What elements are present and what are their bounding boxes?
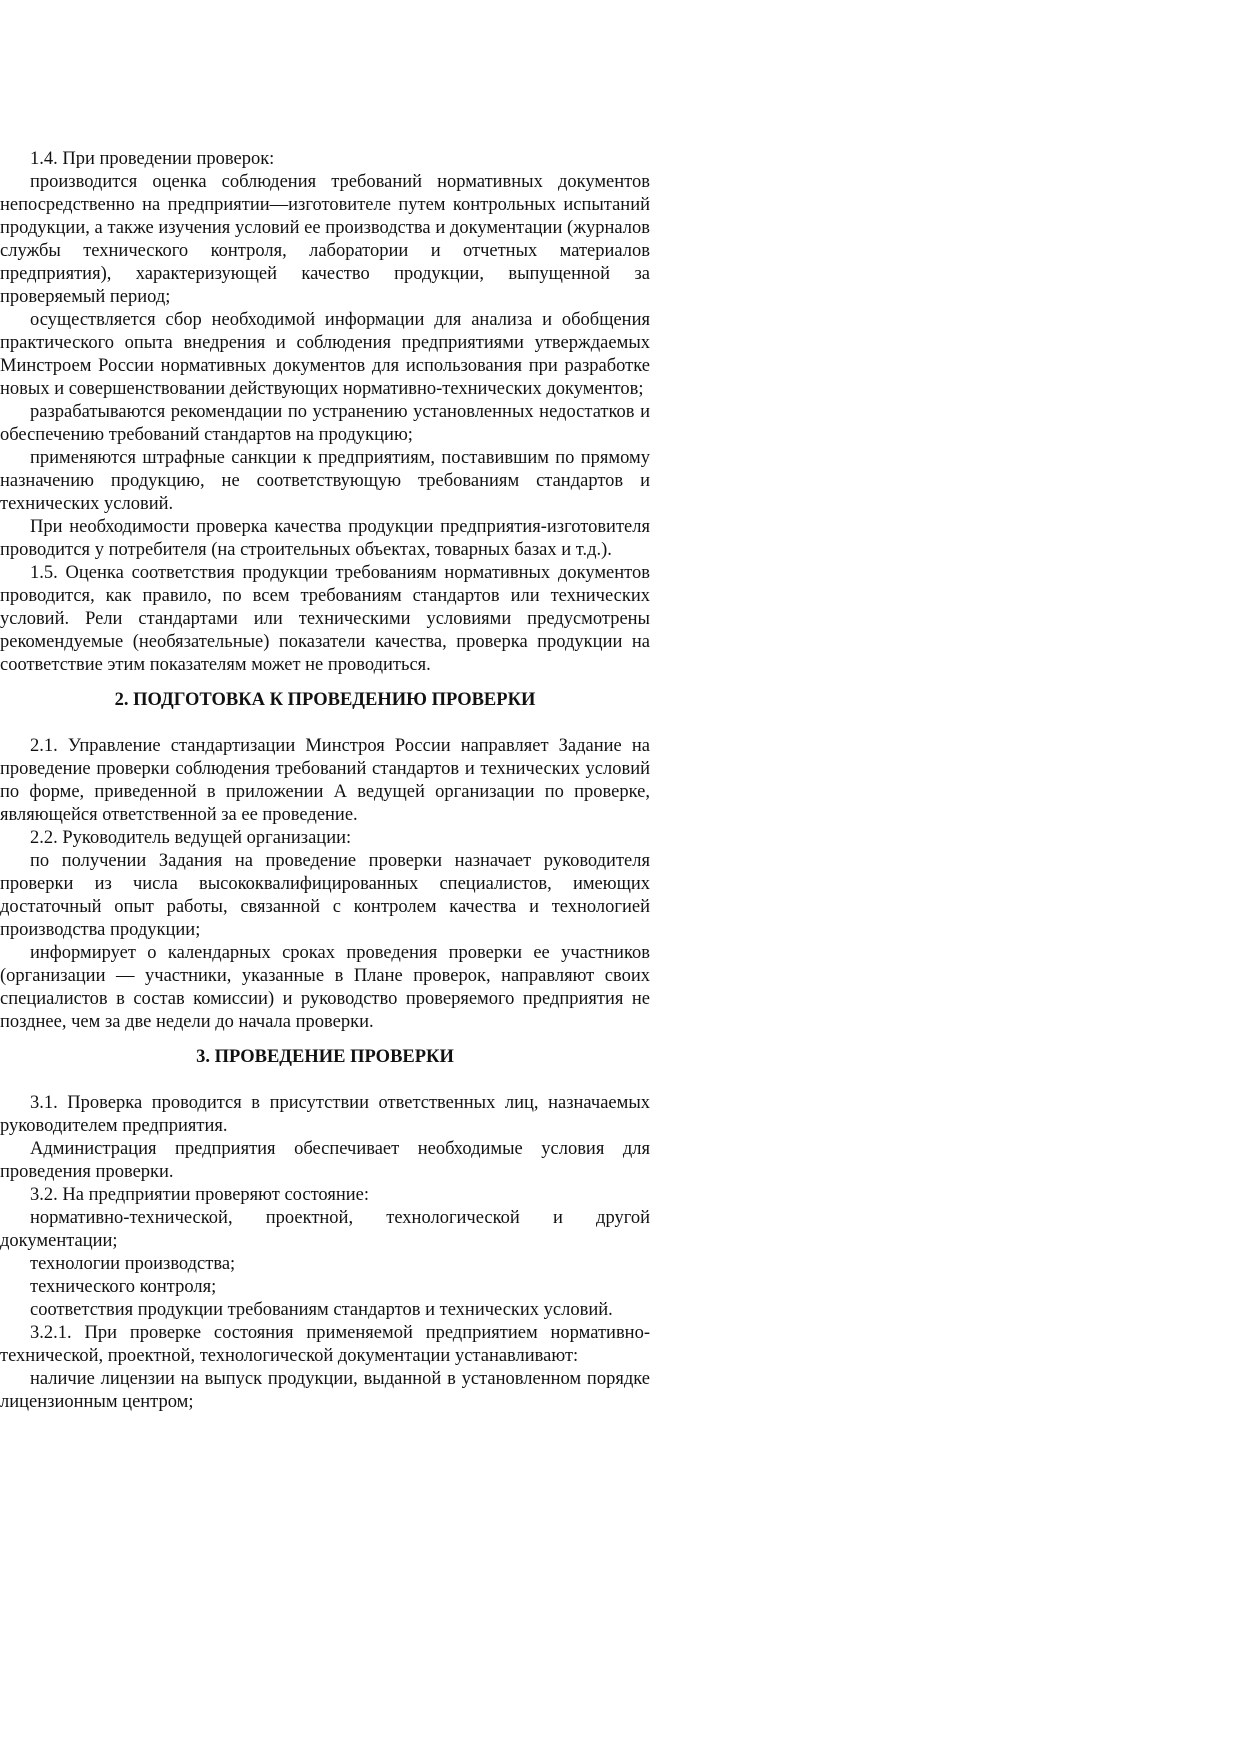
paragraph-1-5: 1.5. Оценка соответствия продукции требованиям нормативных документов проводится, как правило, по всем требованиям стандартов или технических условий. Рели стандартами или техническими условиями предусмотрены рекомендуемые (необязательные) показатели качества, проверка продукции на соответствие этим показателям может не проводиться. (0, 563, 650, 675)
paragraph-assessment: производится оценка соблюдения требований нормативных документов непосредственно на предприятии—изготовителе путем контрольных испытаний продукции, а также изучения условий ее производства и документации (журналов службы технического контроля, лаборатории и отчетных материалов предприятия), характеризующей качество продукции, выпущенной за проверяемый период; (0, 172, 650, 307)
paragraph-2-2: 2.2. Руководитель ведущей организации: (30, 828, 352, 848)
section-heading-3: 3. ПРОВЕДЕНИЕ ПРОВЕРКИ (196, 1047, 454, 1067)
list-item-documentation: нормативно-технической, проектной, технологической и другой документации; (0, 1208, 650, 1251)
paragraph-3-2: 3.2. На предприятии проверяют состояние: (30, 1185, 369, 1205)
list-item-license: наличие лицензии на выпуск продукции, выданной в установленном порядке лицензионным центром; (0, 1369, 650, 1412)
paragraph-sanctions: применяются штрафные санкции к предприятиям, поставившим по прямому назначению продукцию, не соответствующую требованиям стандартов и технических условий. (0, 448, 650, 514)
section-heading-2: 2. ПОДГОТОВКА К ПРОВЕДЕНИЮ ПРОВЕРКИ (114, 690, 536, 710)
document-page (0, 148, 650, 1414)
paragraph-inform-participants: информирует о календарных сроках проведения проверки ее участников (организации — участники, указанные в Плане проверок, направляют своих специалистов в состав комиссии) и руководство проверяемого предприятия не позднее, чем за две недели до начала проверки. (0, 943, 650, 1032)
paragraph-appoint-leader: по получении Задания на проведение проверки назначает руководителя проверки из числа высококвалифицированных специалистов, имеющих достаточный опыт работы, связанной с контролем качества и технологией производства продукции; (0, 851, 650, 940)
paragraph-information: осуществляется сбор необходимой информации для анализа и обобщения практического опыта внедрения и соблюдения предприятиями утверждаемых Минстроем России нормативных документов для использования при разработке новых и совершенствовании действующих нормативно-технических документов; (0, 310, 650, 399)
paragraph-3-2-1: 3.2.1. При проверке состояния применяемой предприятием нормативно-технической, проектной, технологической документации устанавливают: (0, 1323, 650, 1366)
list-item-technology: технологии производства; (30, 1254, 236, 1274)
paragraph-administration: Администрация предприятия обеспечивает необходимые условия для проведения проверки. (0, 1139, 650, 1182)
paragraph-1-4: 1.4. При проведении проверок: (30, 149, 275, 169)
paragraph-consumer-check: При необходимости проверка качества продукции предприятия-изготовителя проводится у потребителя (на строительных объектах, товарных базах и т.д.). (0, 517, 650, 560)
paragraph-recommendations: разрабатываются рекомендации по устранению установленных недостатков и обеспечению требований стандартов на продукцию; (0, 402, 650, 445)
list-item-technical-control: технического контроля; (30, 1277, 217, 1297)
paragraph-2-1: 2.1. Управление стандартизации Минстроя России направляет Задание на проведение проверки соблюдения требований стандартов и технических условий по форме, приведенной в приложении А ведущей организации по проверке, являющейся ответственной за ее проведение. (0, 736, 650, 825)
list-item-conformity: соответствия продукции требованиям стандартов и технических условий. (30, 1300, 613, 1320)
paragraph-3-1: 3.1. Проверка проводится в присутствии ответственных лиц, назначаемых руководителем предприятия. (0, 1093, 650, 1136)
